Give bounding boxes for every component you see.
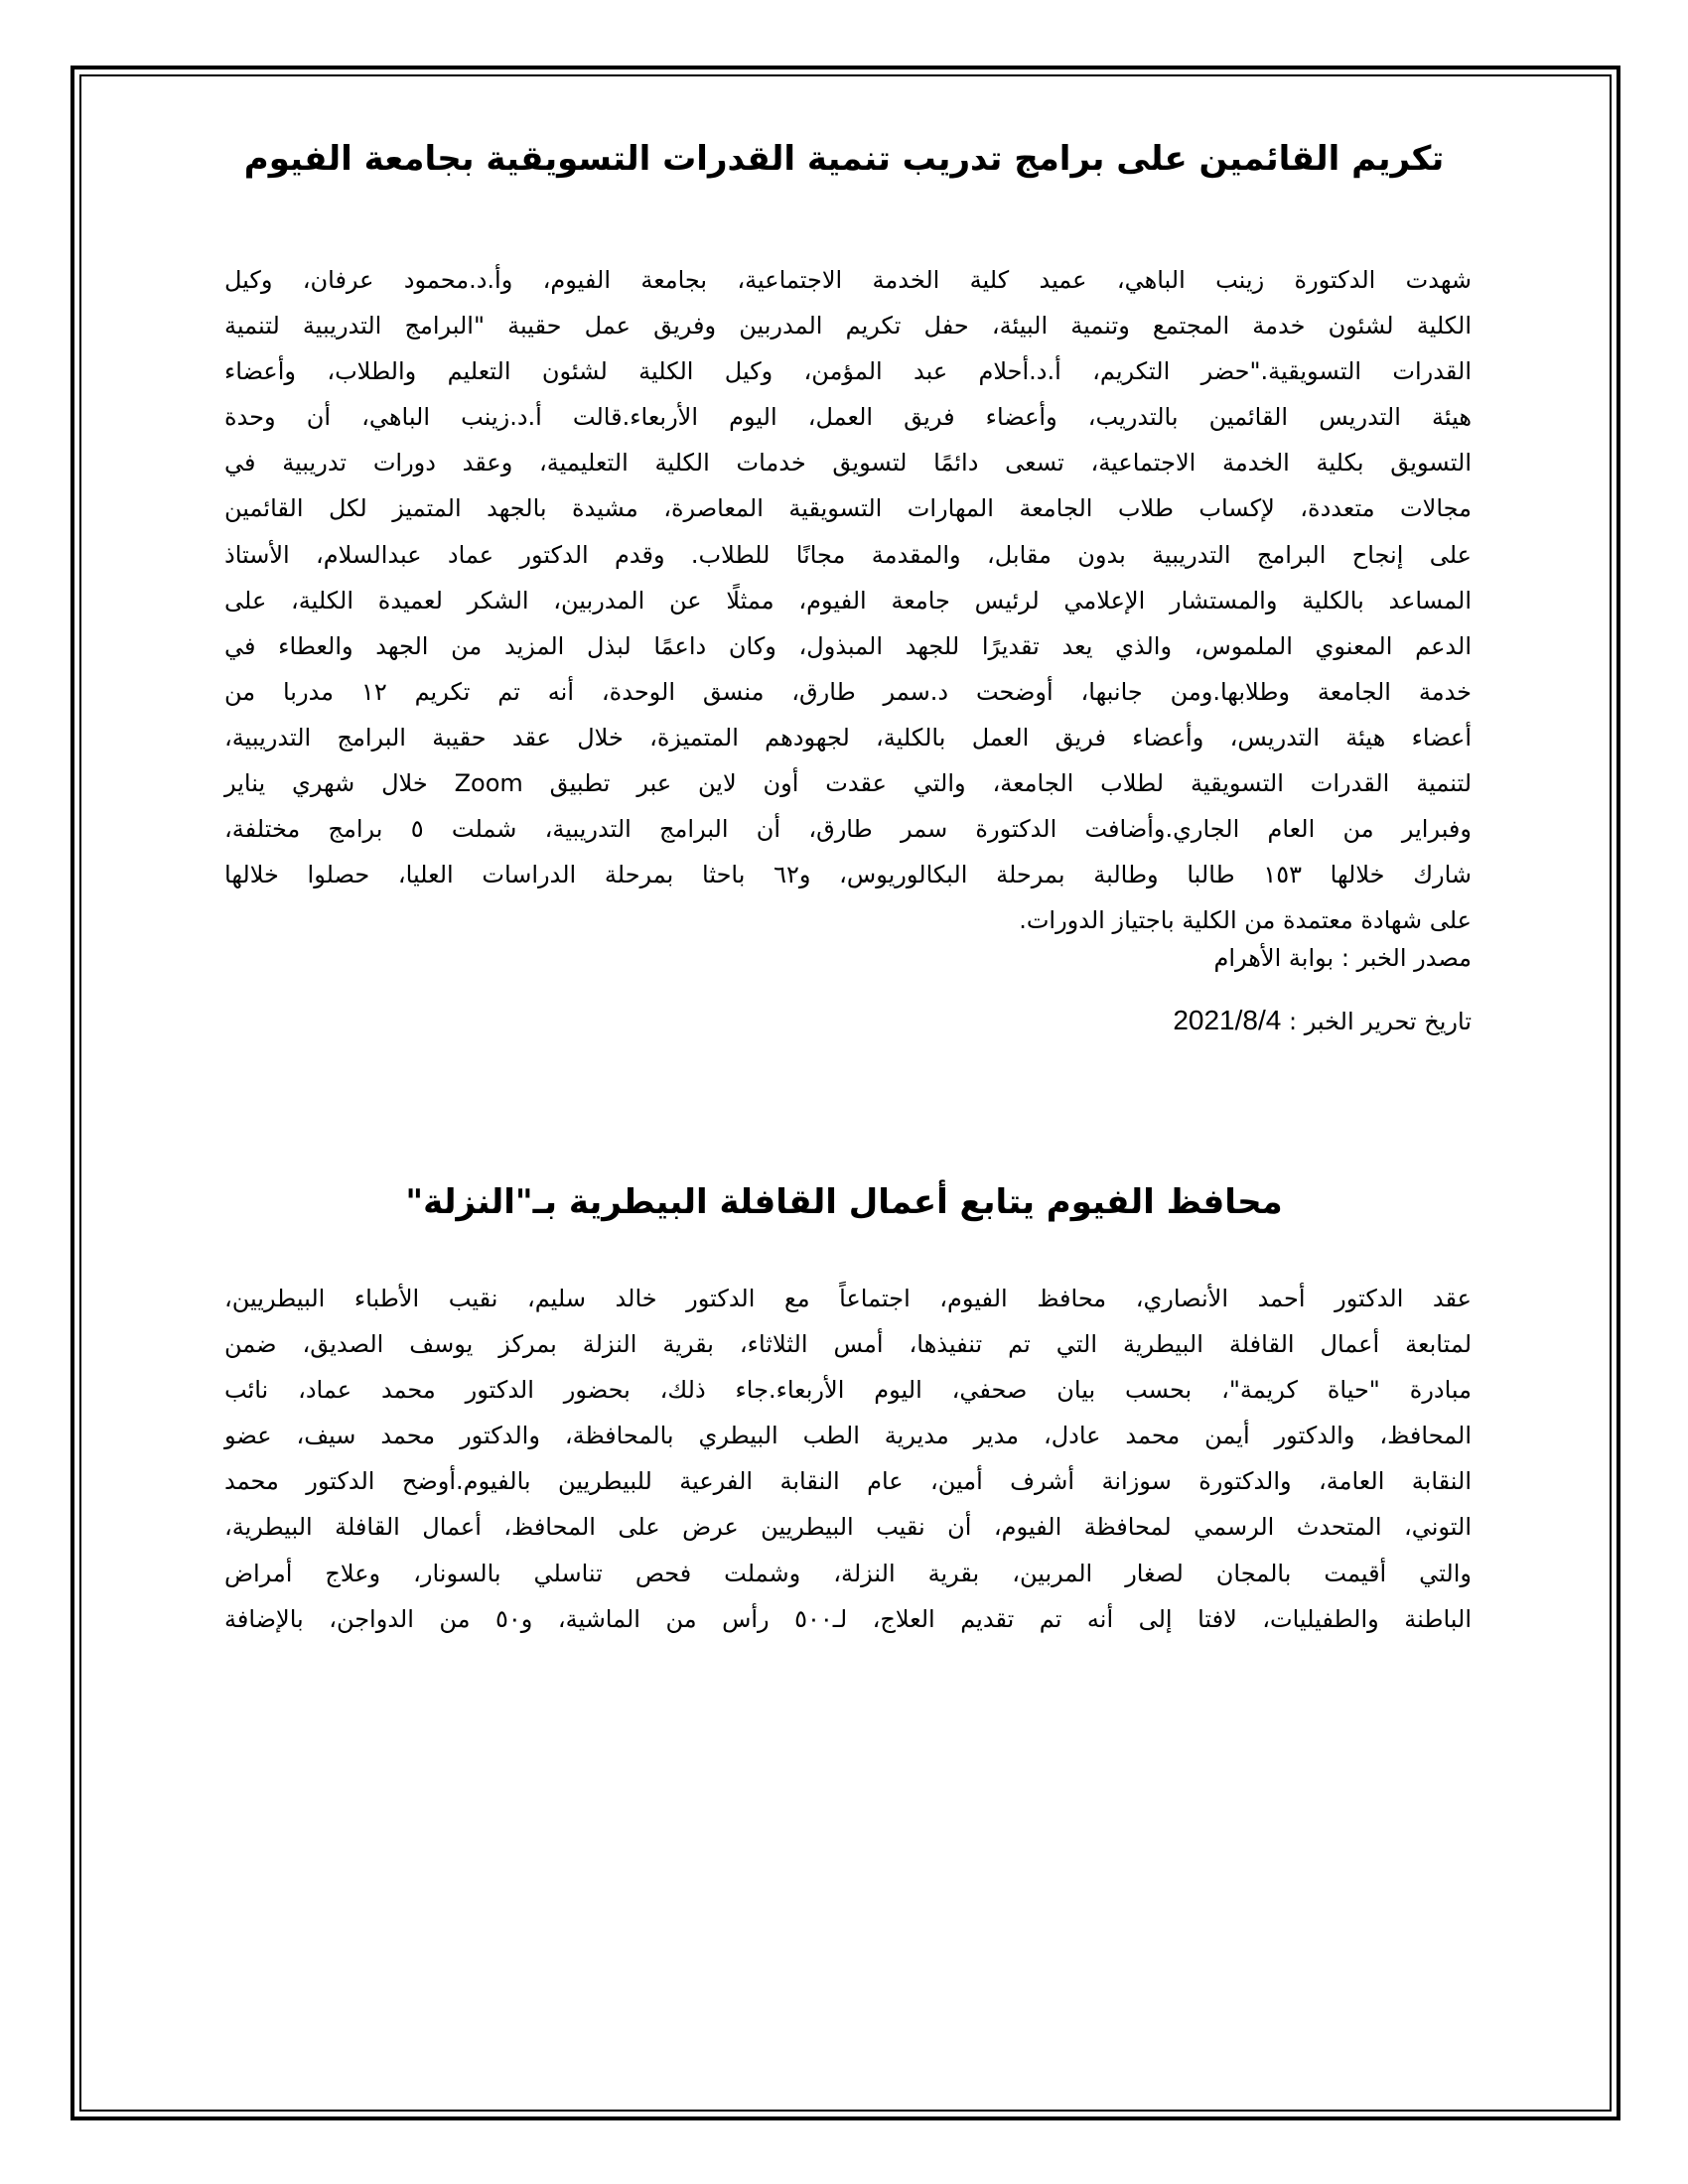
article-1-line: التسويق بكلية الخدمة الاجتماعية، تسعى دائمًا لتسويق خدمات الكلية التعليمية، وعقد دورات تدريبية في [224, 449, 1472, 478]
article-2-line: المحافظ، والدكتور أيمن محمد عادل، مدير مديرية الطب البيطري بالمحافظة، والدكتور محمد سيف، عضو [224, 1422, 1472, 1450]
article-1-source [224, 938, 1472, 978]
source-label: مصدر الخبر : [1334, 944, 1472, 972]
article-1-line: وفبراير من العام الجاري.وأضافت الدكتورة سمر طارق، أن البرامج التدريبية، شملت ٥ برامج مختلفة، [224, 815, 1472, 844]
date-label: تاريخ تحرير الخبر : [1281, 1008, 1472, 1035]
article-1-body [224, 257, 1472, 943]
article-1-line: مجالات متعددة، لإكساب طلاب الجامعة المهارات التسويقية المعاصرة، مشيدة بالجهد المتميز لكل القائمين [224, 494, 1472, 523]
article-2-body [224, 1276, 1472, 1642]
article-2-line: والتي أقيمت بالمجان لصغار المربين، بقرية النزلة، وشملت فحص تناسلي بالسونار، وعلاج أمراض [224, 1559, 1472, 1587]
article-1-line: هيئة التدريس القائمين بالتدريب، وأعضاء فريق العمل، اليوم الأربعاء.قالت أ.د.زينب الباهي، أن وحدة [224, 403, 1472, 432]
article-2-line: الباطنة والطفيليات، لافتا إلى أنه تم تقديم العلاج، لـ٥٠٠ رأس من الماشية، و٥٠ من الدواجن، بالإضافة [224, 1604, 1472, 1633]
article-1-line: على إنجاح البرامج التدريبية بدون مقابل، والمقدمة مجانًا للطلاب. وقدم الدكتور عماد عبدالسلام، الأستاذ [224, 540, 1472, 569]
article-2-line: التوني، المتحدث الرسمي لمحافظة الفيوم، أن نقيب البيطريين عرض على المحافظ، أعمال القافلة البيطرية، [224, 1513, 1472, 1542]
article-1-title: تكريم القائمين على برامج تدريب تنمية القدرات التسويقية بجامعة الفيوم [243, 139, 1445, 179]
article-1-line: القدرات التسويقية."حضر التكريم، أ.د.أحلام عبد المؤمن، وكيل الكلية لشئون التعليم والطلاب، وأعضاء [224, 357, 1472, 386]
article-2-line: لمتابعة أعمال القافلة البيطرية التي تم تنفيذها، أمس الثلاثاء، بقرية النزلة بمركز يوسف الصديق، ضمن [224, 1330, 1472, 1359]
article-1-line: أعضاء هيئة التدريس، وأعضاء فريق العمل بالكلية، لجهودهم المتميزة، خلال عقد حقيبة البرامج التدريبية، [224, 723, 1472, 751]
article-1-date [224, 1001, 1472, 1041]
article-1-line: على شهادة معتمدة من الكلية باجتياز الدورات. [1019, 906, 1472, 935]
article-1-line: المساعد بالكلية والمستشار الإعلامي لرئيس جامعة الفيوم، ممثلًا عن المدربين، الشكر لعميدة الكلية، على [224, 586, 1472, 614]
article-1-line: شارك خلالها ١٥٣ طالبا وطالبة بمرحلة البكالوريوس، و٦٢ باحثا بمرحلة الدراسات العليا، حصلوا خلالها [224, 861, 1472, 889]
article-1-line: خدمة الجامعة وطلابها.ومن جانبها، أوضحت د.سمر طارق، منسق الوحدة، أنه تم تكريم ١٢ مدربا من [224, 677, 1473, 706]
article-1-line: الكلية لشئون خدمة المجتمع وتنمية البيئة، حفل تكريم المدربين وفريق عمل حقيبة "البرامج التدريبية لتنمية [224, 312, 1472, 341]
article-2-line: عقد الدكتور أحمد الأنصاري، محافظ الفيوم، اجتماعاً مع الدكتور خالد سليم، نقيب الأطباء البيطريين، [224, 1285, 1472, 1312]
article-1-line: لتنمية القدرات التسويقية لطلاب الجامعة، والتي عقدت أون لاين عبر تطبيق Zoom خلال شهري يناير [224, 769, 1473, 798]
article-1-line: شهدت الدكتورة زينب الباهي، عميد كلية الخدمة الاجتماعية، بجامعة الفيوم، وأ.د.محمود عرفان، وكيل [224, 266, 1472, 294]
article-2-title: محافظ الفيوم يتابع أعمال القافلة البيطرية بـ"النزلة" [405, 1182, 1283, 1222]
date-value: 2021/8/4 [1173, 1005, 1282, 1035]
source-value: بوابة الأهرام [1213, 944, 1335, 972]
article-1-line: الدعم المعنوي الملموس، والذي يعد تقديرًا للجهد المبذول، وكان داعمًا لبذل المزيد من الجهد والعطاء في [224, 631, 1472, 660]
article-2-line: النقابة العامة، والدكتورة سوزانة أشرف أمين، عام النقابة الفرعية للبيطريين بالفيوم.أوضح الدكتور محمد [224, 1467, 1472, 1496]
article-2-line: مبادرة "حياة كريمة"، بحسب بيان صحفي، اليوم الأربعاء.جاء ذلك، بحضور الدكتور محمد عماد، نائب [224, 1376, 1472, 1405]
